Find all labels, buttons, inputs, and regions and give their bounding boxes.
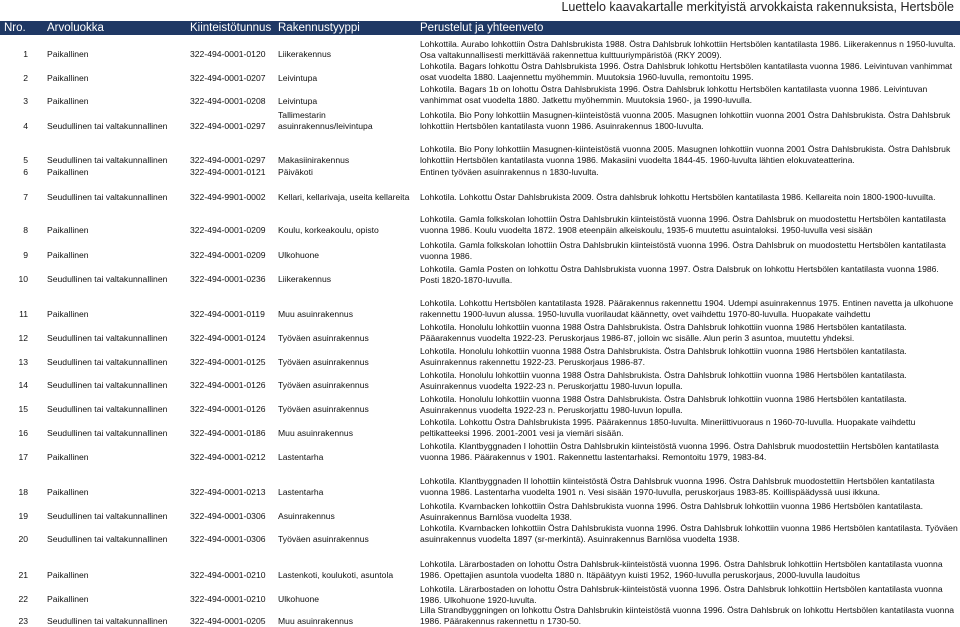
cell-arvoluokka: Seudullinen tai valtakunnallinen [47, 380, 168, 390]
cell-arvoluokka: Paikallinen [47, 594, 89, 604]
cell-arvoluokka: Seudullinen tai valtakunnallinen [47, 192, 168, 202]
header-arvoluokka: Arvoluokka [47, 22, 104, 34]
cell-kiinteistotunnus: 322-494-0001-0236 [190, 274, 266, 284]
cell-kiinteistotunnus: 322-494-0001-0205 [190, 616, 266, 626]
cell-perustelut: Lohkotila. Honolulu lohkottiin vuonna 1988 Östra Dahlsbrukista. Östra Dahlsbruk lohkottiin vuonna 1986 Hertsbölen kantatilasta. Pääarakennus vuodelta 1922-23. Peruskorjaus 1986-87, jolloin wc sisälle. Alun perin 3 asuntoa, muutettu yhdeksi. [420, 322, 907, 343]
cell-perustelut: Lohkotila. Klantbyggnaden I lohottiin Östra Dahlsbrukin kiinteistöstä vuonna 1996. Östra Dahlsbruk muodostettiin Hertsbölen kantatilasta vuonna 1986. Päärakennus v 1901. Rakennettu lastentarhaksi. Remontoitu 1979, 1983-84. [420, 441, 939, 462]
cell-kiinteistotunnus: 322-494-0001-0208 [190, 96, 266, 106]
header-nro: Nro. [4, 22, 26, 34]
cell-perustelut: Lohkotila. Kvarnbacken lohkottiin Östra Dahlsbrukista vuonna 1996. Östra Dahlsbruk lohkottiin vuonna 1986 Hertsbölen kantatilasta. Asuinrakennus Barnlösa vuodelta 1938. [420, 501, 924, 522]
cell-rakennustyyppi: Makasiinirakennus [278, 155, 350, 165]
cell-nro: 3 [23, 96, 28, 106]
cell-arvoluokka: Paikallinen [47, 452, 89, 462]
cell-arvoluokka: Seudullinen tai valtakunnallinen [47, 121, 168, 131]
cell-perustelut: Lohkotila. Gamla folkskolan lohottiin Östra Dahlsbrukin kiinteistöstä vuonna 1996. Östra Dahlsbruk on muodostettu Hertsbölen kantatilasta vuonna 1986. Koulu vuodelta 1872. 1908 eteenpäin alkeiskoulu, 1935-6 muutettu asuintaloksi. 1950-luvulla vesi sisään [420, 214, 946, 235]
cell-perustelut: Lohkotila. Bio Pony lohkottiin Masugnen-kiinteistöstä vuonna 2005. Masugnen lohkottiin vuonna 2001 Östra Dahlsbrukista. Östra Dahlsbruk lohkottiin Hertsbölen kantatilasta vuonna 1986. Makasiini vuodelta 1844-45. 1960-luvulta lähtien elokuvateatterina. [420, 144, 951, 165]
cell-kiinteistotunnus: 322-494-0001-0213 [190, 487, 266, 497]
header-perustelut: Perustelut ja yhteenveto [420, 22, 544, 34]
cell-rakennustyyppi: Leivintupa [278, 96, 318, 106]
cell-nro: 10 [18, 274, 28, 284]
cell-rakennustyyppi: Muu asuinrakennus [278, 428, 354, 438]
cell-arvoluokka: Seudullinen tai valtakunnallinen [47, 155, 168, 165]
cell-rakennustyyppi: Liikerakennus [278, 274, 332, 284]
cell-nro: 18 [18, 487, 28, 497]
cell-kiinteistotunnus: 322-494-0001-0125 [190, 357, 266, 367]
cell-perustelut: Lohkotila. Gamla Posten on lohkottu Östra Dahlsbrukista vuonna 1997. Östra Dalsbruk on lohkottu Hertsbölen kantatilasta vuonna 1986. Posti 1820-1870-luvulla. [420, 264, 939, 285]
cell-kiinteistotunnus: 322-494-0001-0126 [190, 380, 266, 390]
cell-rakennustyyppi: Lastenkoti, koulukoti, asuntola [278, 570, 394, 580]
cell-kiinteistotunnus: 322-494-0001-0210 [190, 594, 266, 604]
cell-perustelut: Lohkotila. Honolulu lohkottiin vuonna 1988 Östra Dahlsbrukista. Östra Dahlsbruk lohkottiin vuonna 1986 Hertsbölen kantatilasta. Asuinrakennus rakennettu 1922-23. Peruskorjaus 1986-87. [420, 346, 907, 367]
cell-rakennustyyppi: Muu asuinrakennus [278, 309, 354, 319]
cell-perustelut: Entinen työväen asuinrakennus n 1830-luvulta. [420, 167, 599, 177]
document-title: Luettelo kaavakartalle merkityistä arvokkaista rakennuksista, Hertsböle [561, 0, 954, 14]
cell-arvoluokka: Paikallinen [47, 309, 89, 319]
cell-rakennustyyppi: Kellari, kellarivaja, useita kellareita [278, 192, 410, 202]
cell-rakennustyyppi: Tallimestarin asuinrakennus/leivintupa [278, 110, 373, 131]
cell-perustelut: Lohkotila. Honolulu lohkottiin vuonna 1988 Östra Dahlsbrukista. Östra Dahlsbruk lohkottiin vuonna 1986 Hertsbölen kantatilasta. Asuinrakennus vuodelta 1922-23 n. Peruskorjattu 1980-luvun lopulla. [420, 394, 907, 415]
cell-nro: 23 [18, 616, 28, 626]
cell-nro: 1 [23, 49, 28, 59]
cell-rakennustyyppi: Liikerakennus [278, 49, 332, 59]
cell-nro: 21 [18, 570, 28, 580]
cell-rakennustyyppi: Työväen asuinrakennus [278, 357, 369, 367]
cell-kiinteistotunnus: 322-494-0001-0126 [190, 404, 266, 414]
header-rakennustyyppi: Rakennustyyppi [278, 22, 360, 34]
cell-arvoluokka: Seudullinen tai valtakunnallinen [47, 357, 168, 367]
cell-kiinteistotunnus: 322-494-0001-0210 [190, 570, 266, 580]
cell-nro: 8 [23, 225, 28, 235]
cell-arvoluokka: Paikallinen [47, 167, 89, 177]
cell-nro: 7 [23, 192, 28, 202]
cell-perustelut: Lohkottila. Aurabo lohkottiin Östra Dahlsbrukista 1988. Östra Dahlsbruk lohkottiin Hertsbölen kantatilasta 1986. Liikerakennus n 1950-luvulta. Osa valtakunnallisesti merkittävää rakennettua kulttuuriympäristöä (RKY 2009). [420, 39, 956, 60]
cell-nro: 6 [23, 167, 28, 177]
cell-nro: 4 [23, 121, 28, 131]
cell-nro: 15 [18, 404, 28, 414]
cell-perustelut: Lohkotila. Kvarnbacken lohkottiin Östra Dahlsbrukista vuonna 1996. Östra Dahlsbruk lohkottiin vuonna 1986 Hertsbölen kantatilasta. Työväen asuinrakennus vuodelta 1897 (sr-merkintä). Asuinrakennus Barnlösa vuodelta 1938. [420, 523, 958, 544]
cell-perustelut: Lilla Strandbyggningen on lohkottu Östra Dahlsbrukin kiinteistöstä vuonna 1996. Östra Dahlsbruk on lohkottu Hertsbölen kantatilasta vuonna 1986. Päärakennus rakennettu n 1730-50. [420, 605, 955, 626]
cell-nro: 5 [23, 155, 28, 165]
cell-kiinteistotunnus: 322-494-0001-0124 [190, 333, 266, 343]
cell-rakennustyyppi: Ulkohuone [278, 250, 320, 260]
cell-perustelut: Lohkotila. Gamla folkskolan lohottiin Östra Dahlsbrukin kiinteistöstä vuonna 1996. Östra Dahlsbruk on muodostettu Hertsbölen kantatilasta vuonna 1986. [420, 240, 946, 261]
cell-arvoluokka: Paikallinen [47, 73, 89, 83]
cell-perustelut: Lohkotila. Lohkottu Hertsbölen kantatilasta 1928. Päärakennus rakennettu 1904. Udempi asuinrakennus 1975. Entinen navetta ja ulkohuone rakennettu 1900-luvun alussa. 1950-luvulla vuorilaudat käännetty, ovet vaihdettu 1970-80-luvulla. Huopakate vaihdettu [420, 298, 954, 319]
cell-nro: 19 [18, 511, 28, 521]
cell-nro: 13 [18, 357, 28, 367]
cell-arvoluokka: Seudullinen tai valtakunnallinen [47, 404, 168, 414]
cell-kiinteistotunnus: 322-494-0001-0186 [190, 428, 266, 438]
cell-rakennustyyppi: Päiväkoti [278, 167, 313, 177]
cell-kiinteistotunnus: 322-494-0001-0306 [190, 534, 266, 544]
cell-rakennustyyppi: Muu asuinrakennus [278, 616, 354, 626]
cell-rakennustyyppi: Lastentarha [278, 452, 324, 462]
cell-arvoluokka: Seudullinen tai valtakunnallinen [47, 534, 168, 544]
cell-arvoluokka: Seudullinen tai valtakunnallinen [47, 333, 168, 343]
cell-nro: 20 [18, 534, 28, 544]
cell-arvoluokka: Paikallinen [47, 487, 89, 497]
cell-perustelut: Lohkotila. Bagars 1b on lohottu Östra Dahlsbrukista 1996. Östra Dahlsbruk lohkottu Hertsbölen kantatilasta vuonna 1986. Leivintuvan vanhimmat osat vuodelta 1880. Jatkettu myöhemmin. Muutoksia 1960-, ja 1990-luvulla. [420, 84, 928, 105]
cell-kiinteistotunnus: 322-494-0001-0209 [190, 250, 266, 260]
cell-perustelut: Lohkotila. Bagars lohkottu Östra Dahlsbrukista 1996. Östra Dahlsbruk lohkottu Hertsbölen kantatilasta vuonna 1986. Leivintuvan vanhimmat osat vuodelta 1880. Laajennettu myöhemmin. Muutoksia 1960-luvulla, remontoitu 1995. [420, 61, 953, 82]
cell-kiinteistotunnus: 322-494-0001-0119 [190, 309, 265, 319]
cell-kiinteistotunnus: 322-494-0001-0297 [190, 121, 266, 131]
cell-arvoluokka: Seudullinen tai valtakunnallinen [47, 511, 168, 521]
cell-arvoluokka: Paikallinen [47, 96, 89, 106]
header-kiinteistotunnus: Kiinteistötunnus [190, 22, 272, 34]
cell-rakennustyyppi: Työväen asuinrakennus [278, 404, 369, 414]
cell-rakennustyyppi: Lastentarha [278, 487, 324, 497]
cell-rakennustyyppi: Leivintupa [278, 73, 318, 83]
cell-nro: 2 [23, 73, 28, 83]
cell-nro: 22 [18, 594, 28, 604]
cell-perustelut: Lohkotila. Lohkottu Östra Dahlsbrukista 1995. Päärakennus 1850-luvulta. Mineriittivuoraus n 1960-70-luvulla. Huopakate vaihdettu peltikatteeksi 1996. 2001-2001 vesi ja viemäri sisään. [420, 417, 916, 438]
cell-rakennustyyppi: Työväen asuinrakennus [278, 534, 369, 544]
cell-kiinteistotunnus: 322-494-0001-0209 [190, 225, 266, 235]
cell-nro: 12 [18, 333, 28, 343]
cell-rakennustyyppi: Ulkohuone [278, 594, 320, 604]
cell-rakennustyyppi: Työväen asuinrakennus [278, 380, 369, 390]
cell-kiinteistotunnus: 322-494-0001-0306 [190, 511, 266, 521]
cell-nro: 16 [18, 428, 28, 438]
cell-arvoluokka: Paikallinen [47, 570, 89, 580]
cell-perustelut: Lohkotila. Lohkottu Östar Dahlsbrukista 2009. Östra dahlsbruk lohkottu Hertsbölen kantatilasta 1986. Kellareita noin 1800-1900-luvuilta. [420, 192, 936, 202]
cell-kiinteistotunnus: 322-494-0001-0207 [190, 73, 266, 83]
cell-arvoluokka: Seudullinen tai valtakunnallinen [47, 428, 168, 438]
cell-nro: 14 [18, 380, 28, 390]
cell-kiinteistotunnus: 322-494-0001-0120 [190, 49, 266, 59]
cell-kiinteistotunnus: 322-494-9901-0002 [190, 192, 266, 202]
cell-perustelut: Lohkotila. Lärarbostaden on lohottu Östra Dahlsbruk-kiinteistöstä vuonna 1996. Östra Dahlsbruk lohkottiin Hertsbölen kantatilasta vuonna 1986. Ulkohuone 1920-luvulta. [420, 584, 943, 605]
cell-arvoluokka: Paikallinen [47, 225, 89, 235]
cell-arvoluokka: Seudullinen tai valtakunnallinen [47, 616, 168, 626]
cell-perustelut: Lohkotila. Klantbyggnaden II lohottiin kiinteistöstä Östra Dahlsbruk vuonna 1996. Östra Dahlsbruk muodostettiin Hertsbölen kantatilasta vuonna 1986. Lastentarha vuodelta 1901 n. Vesi sisään 1970-luvulla, peruskorjaus 1983-85. Koillispäädyssä uusi ikkuna. [420, 476, 935, 497]
cell-rakennustyyppi: Työväen asuinrakennus [278, 333, 369, 343]
cell-arvoluokka: Paikallinen [47, 250, 89, 260]
cell-kiinteistotunnus: 322-494-0001-0297 [190, 155, 266, 165]
cell-kiinteistotunnus: 322-494-0001-0121 [190, 167, 266, 177]
cell-rakennustyyppi: Koulu, korkeakoulu, opisto [278, 225, 379, 235]
cell-kiinteistotunnus: 322-494-0001-0212 [190, 452, 266, 462]
cell-arvoluokka: Seudullinen tai valtakunnallinen [47, 274, 168, 284]
cell-perustelut: Lohkotila. Bio Pony lohkottiin Masugnen-kiinteistöstä vuonna 2005. Masugnen lohkottiin vuonna 2001 Östra Dahlsbrukista. Östra Dahlsbruk lohkottiin Hertsbölen kantatilasta vuonn 1986. Asuinrakennus 1800-luvulta. [420, 110, 951, 131]
cell-perustelut: Lohkotila. Lärarbostaden on lohottu Östra Dahlsbruk-kiinteistöstä vuonna 1996. Östra Dahlsbruk lohkottiin Hertsbölen kantatilasta vuonna 1986. Opettajien asuntola vuodelta 1880 n. Itäpäätyyn kuisti 1952, 1960-luvulla peruskorjaus, 2000-luvulla laudoitus [420, 559, 943, 580]
cell-nro: 17 [18, 452, 28, 462]
cell-perustelut: Lohkotila. Honolulu lohkottiin vuonna 1988 Östra Dahlsbrukista. Östra Dahlsbruk lohkottiin vuonna 1986 Hertsbölen kantatilasta. Asuinrakennus vuodelta 1922-23 n. Peruskorjattu 1980-luvun lopulla. [420, 370, 907, 391]
cell-arvoluokka: Paikallinen [47, 49, 89, 59]
cell-nro: 9 [23, 250, 28, 260]
cell-nro: 11 [19, 309, 28, 319]
cell-rakennustyyppi: Asuinrakennus [278, 511, 335, 521]
table-header [0, 21, 960, 35]
